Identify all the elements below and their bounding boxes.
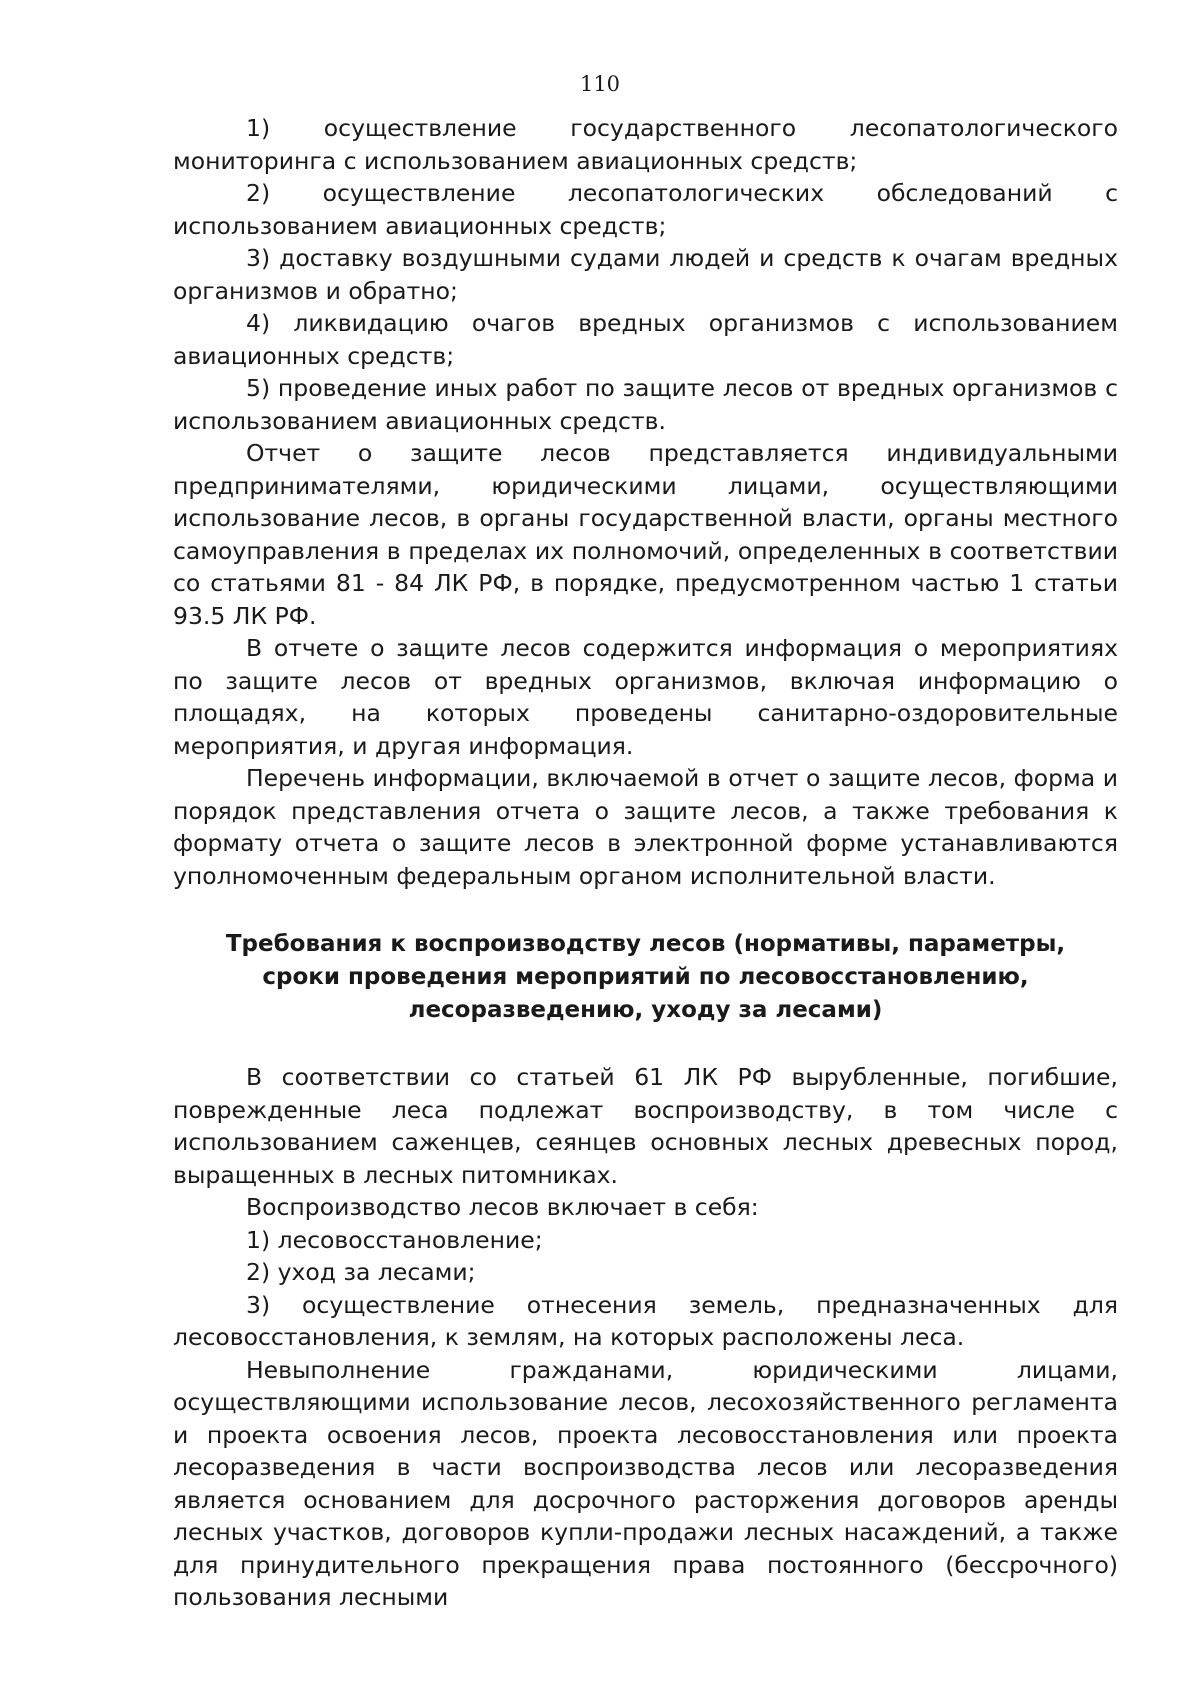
list-item: 3) доставку воздушными судами людей и средств к очагам вредных организмов и обратно; (173, 244, 1118, 305)
list-item: 2) осуществление лесопатологических обследований с использованием авиационных средств; (173, 179, 1118, 240)
section-heading (173, 928, 1118, 1027)
list-item: 4) ликвидацию очагов вредных организмов с использованием авиационных средств; (173, 309, 1118, 370)
list-item: 2) уход за лесами; (246, 1258, 476, 1286)
section-heading-line: лесоразведению, уходу за лесами) (408, 997, 883, 1023)
paragraph: В соответствии со статьей 61 ЛК РФ вырубленные, погибшие, поврежденные леса подлежат воспроизводству, в том числе с использованием саженцев, сеянцев основных лесных древесных пород, выращенных в лесных питомниках. (173, 1063, 1118, 1189)
document-body (173, 112, 1118, 1614)
list-item: 1) лесовосстановление; (246, 1225, 543, 1254)
list-item: 5) проведение иных работ по защите лесов от вредных организмов с использованием авиационных средств. (173, 374, 1118, 435)
paragraph: Воспроизводство лесов включает в себя: (246, 1193, 759, 1221)
page-number: 110 (579, 72, 621, 96)
paragraph: Отчет о защите лесов представляется индивидуальными предпринимателями, юридическими лицами, осуществляющими использование лесов, в органы государственной власти, органы местного самоуправления в пределах их полномочий, определенных в соответствии со статьями 81 - 84 ЛК РФ, в порядке, предусмотренном частью 1 статьи 93.5 ЛК РФ. (173, 439, 1118, 630)
section-heading-line: сроки проведения мероприятий по лесовосстановлению, (262, 964, 1029, 990)
list-item: 1) осуществление государственного лесопатологического мониторинга с использованием авиационных средств; (173, 114, 1118, 175)
list-item: 3) осуществление отнесения земель, предназначенных для лесовосстановления, к землям, на которых расположены леса. (173, 1290, 1118, 1351)
paragraph: В отчете о защите лесов содержится информация о мероприятиях по защите лесов от вредных организмов, включая информацию о площадях, на которых проведены санитарно-оздоровительные мероприятия, и другая информация. (173, 634, 1118, 760)
paragraph: Невыполнение гражданами, юридическими лицами, осуществляющими использование лесов, лесохозяйственного регламента и проекта освоения лесов, проекта лесовосстановления или проекта лесоразведения в части воспроизводства лесов или лесоразведения является основанием для досрочного расторжения договоров аренды лесных участков, договоров купли-продажи лесных насаждений, а также для принудительного прекращения права постоянного (бессрочного) пользования лесными (173, 1355, 1118, 1611)
paragraph: Перечень информации, включаемой в отчет о защите лесов, форма и порядок представления отчета о защите лесов, а также требования к формату отчета о защите лесов в электронной форме устанавливаются уполномоченным федеральным органом исполнительной власти. (173, 764, 1118, 890)
section-heading-line: Требования к воспроизводству лесов (нормативы, параметры, (225, 931, 1066, 957)
